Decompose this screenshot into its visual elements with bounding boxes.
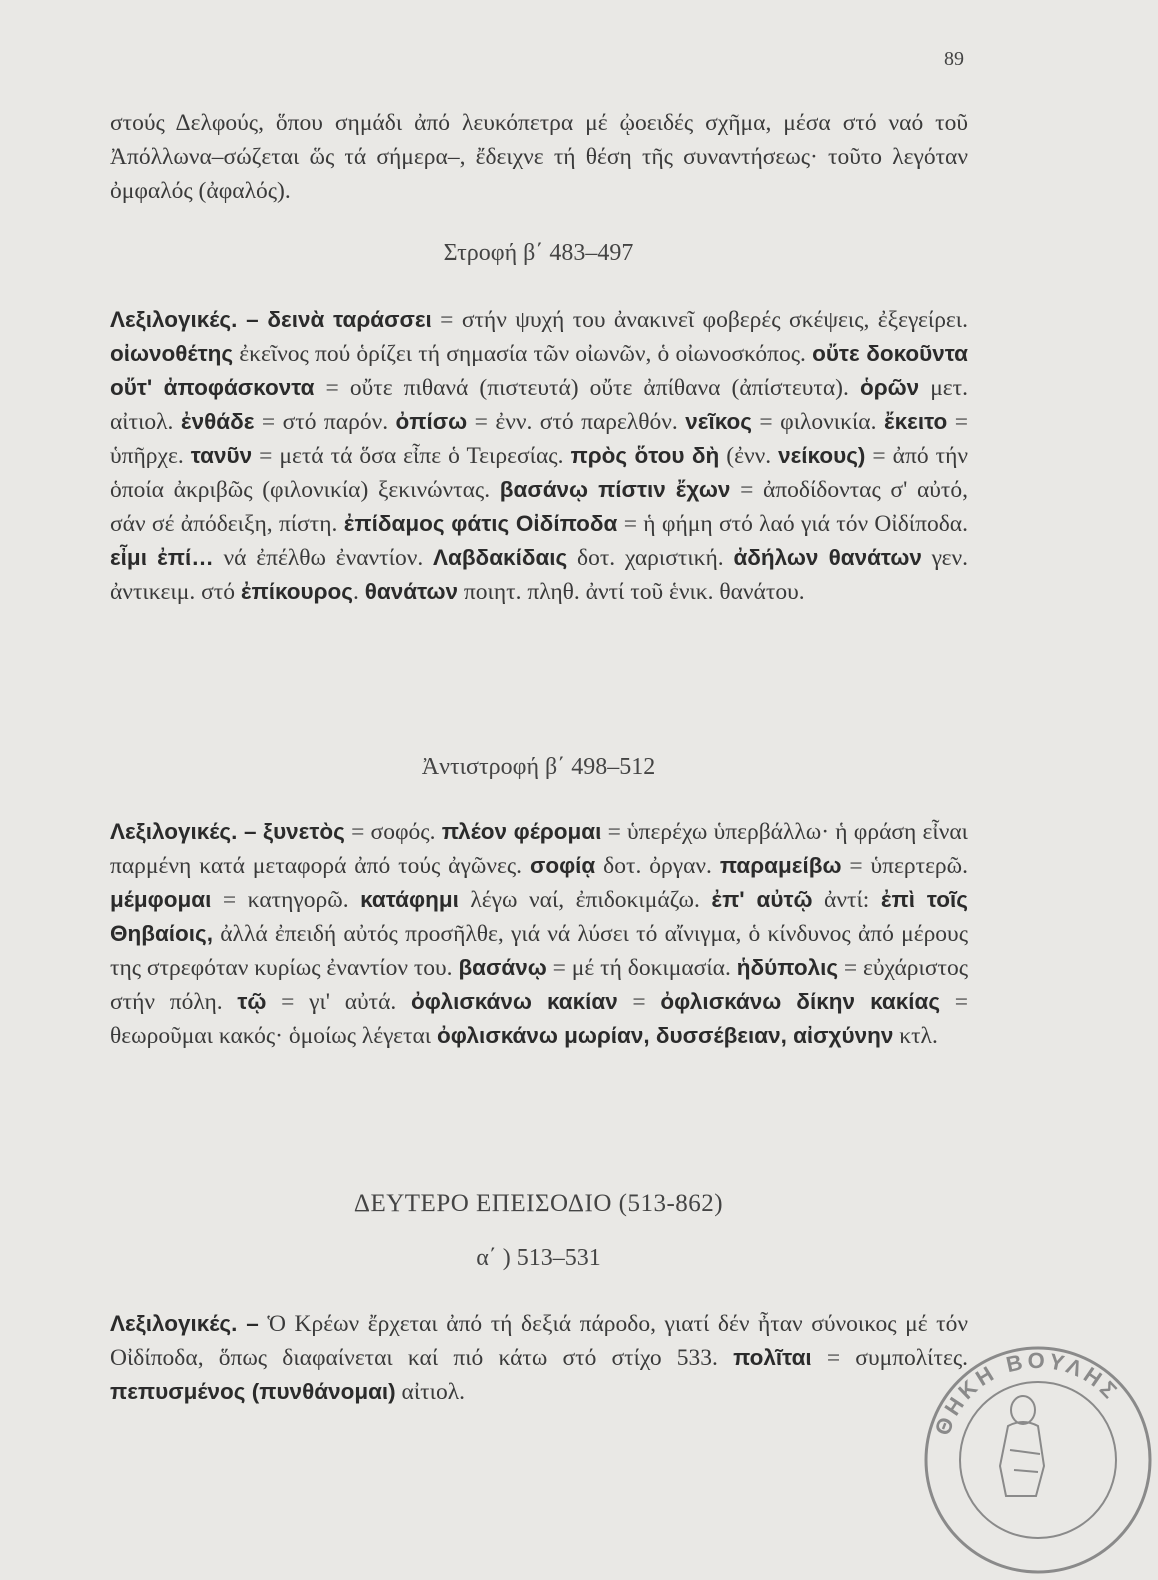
term-bold: ὀφλισκάνω δίκην κακίας	[660, 989, 941, 1014]
term-bold: ἐπὶ τοῖς Θηβαίοις,	[110, 887, 969, 946]
term-bold: πρὸς ὅτου δὴ	[570, 443, 720, 468]
term-bold: Λεξιλογικές. –	[110, 1311, 259, 1336]
term-bold: ὁρῶν	[859, 375, 920, 400]
term-bold: ὀφλισκάνω μωρίαν, δυσσέβειαν, αἰσχύνην	[436, 1023, 894, 1048]
heading-strophe-b: Στροφή β΄ 483–497	[443, 240, 634, 266]
term-bold: τανῦν	[190, 443, 253, 468]
text-run: = μέ τή δοκιμασία.	[546, 955, 737, 981]
text-run: =	[617, 989, 661, 1015]
term-bold: ἔκειτο	[883, 409, 948, 434]
text-run: = συμπολίτες.	[811, 1345, 968, 1371]
stamp-figure-icon	[1000, 1396, 1044, 1496]
text-run: = μετά τά ὅσα εἶπε ὁ Τειρεσίας.	[252, 443, 571, 469]
term-bold: παραμείβω	[719, 853, 842, 878]
term-bold: ὀπίσω	[395, 409, 468, 434]
text-run: = ἡ φήμη στό λαό γιά τόν Οἰδίποδα.	[617, 511, 968, 537]
text-run: (ἐνν.	[719, 443, 779, 469]
text-run: = σοφός.	[344, 819, 442, 845]
text-run: = φιλονικία.	[751, 409, 884, 435]
term-bold: ἐνθάδε	[180, 409, 255, 434]
term-bold: τῷ	[237, 989, 267, 1014]
paragraph-intro	[110, 106, 968, 208]
term-bold: ἀδήλων θανάτων	[733, 545, 922, 570]
term-bold: ἡδύπολις	[736, 955, 839, 980]
term-bold: ὀφλισκάνω κακίαν	[411, 989, 618, 1014]
library-stamp	[918, 1340, 1158, 1580]
text-run: = ὑπερτερῶ.	[841, 853, 969, 879]
page-number: 89	[944, 48, 964, 70]
text-run: = ὑπῆρχε.	[110, 409, 968, 469]
heading-antistrophe-b: Ἀντιστροφή β΄ 498–512	[421, 754, 656, 780]
heading-section-a: α΄ ) 513–531	[476, 1245, 601, 1271]
text-run: ἀλλά ἐπειδή αὐτός προσῆλθε, γιά νά λύσει τό αἴνιγμα, ὁ κίνδυνος ἀπό μέρους της στρεφόταν κυρίως ἐναντίον του.	[110, 921, 968, 981]
svg-text:ΘΗΚΗ ΒΟΥΛΗΣ	[930, 1348, 1125, 1439]
text-run: δοτ. χαριστική.	[567, 545, 734, 571]
paragraph-strophe-vocabulary	[110, 303, 968, 609]
term-bold: οὔτε δοκοῦντα οὔτ' ἀποφάσκοντα	[110, 341, 968, 400]
text-run: = ὑπερέχω ὑπερβάλλω· ἡ φράση εἶναι παρμένη κατά μεταφορά ἀπό τούς ἀγῶνες.	[110, 819, 969, 879]
text-run: = ἀπό τήν ὁποία ἀκριβῶς (φιλονικία) ξεκινώντας.	[110, 443, 968, 503]
stamp-text: ΘΗΚΗ ΒΟΥΛΗΣ	[929, 1347, 1125, 1439]
text-run: ποιητ. πληθ. ἀντί τοῦ ἑνικ. θανάτου.	[458, 579, 805, 605]
text-run: = στήν ψυχή του ἀνακινεῖ φοβερές σκέψεις, ἐξεγείρει.	[431, 307, 968, 333]
text-run: στούς Δελφούς, ὅπου σημάδι ἀπό λευκόπετρα μέ ᾠοειδές σχῆμα, μέσα στό ναό τοῦ Ἀπόλλωνα–σώζεται ὥς τά σήμερα–, ἔδειχνε τή θέση τῆς συναντήσεως· τοῦτο λεγόταν ὀμφαλός (ἀφαλός).	[110, 110, 968, 204]
paragraph-antistrophe-vocabulary	[110, 815, 968, 1053]
term-bold: μέμφομαι	[110, 887, 212, 912]
term-bold: πλέον φέρομαι	[441, 819, 602, 844]
text-run: μετ. αἰτιολ.	[110, 375, 968, 435]
text-run: δοτ. ὀργαν.	[595, 853, 720, 879]
term-bold: πεπυσμένος (πυνθάνομαι)	[110, 1379, 396, 1404]
term-bold: νεῖκος	[685, 409, 752, 434]
term-bold: Λαβδακίδαις	[432, 545, 568, 570]
term-bold: πολῖται	[733, 1345, 812, 1370]
term-bold: οἰωνοθέτης	[110, 341, 234, 366]
text-run: γεν. ἀντικειμ. στό	[110, 545, 968, 605]
text-run: = ἀποδίδοντας σ' αὐτό, σάν σέ ἀπόδειξη, πίστη.	[110, 477, 968, 537]
term-bold: ἐπίδαμος φάτις Οἰδίποδα	[343, 511, 618, 536]
heading-second-episode: ΔΕΥΤΕΡΟ ΕΠΕΙΣΟΔΙΟ (513-862)	[353, 1190, 724, 1217]
text-run: Ὁ Κρέων ἔρχεται ἀπό τή δεξιά πάροδο, γιατί δέν ἦταν σύνοικος μέ τόν Οἰδίποδα, ὅπως διαφαίνεται καί πιό κάτω στό στίχο 533.	[110, 1311, 968, 1371]
text-run: = εὐχάριστος στήν πόλη.	[110, 955, 969, 1015]
term-bold: βασάνῳ	[458, 955, 547, 980]
text-run: .	[353, 579, 365, 605]
term-bold: βασάνῳ πίστιν ἔχων	[499, 477, 731, 502]
text-run: ἀντί:	[812, 887, 881, 913]
text-run: = κατηγορῶ.	[211, 887, 361, 913]
term-bold: ἐπ' αὐτῷ	[711, 887, 813, 912]
text-run: = γι' αὐτά.	[266, 989, 411, 1015]
text-run: = στό παρόν.	[254, 409, 396, 435]
text-run: = ἐνν. στό παρελθόν.	[467, 409, 686, 435]
text-run: ἐκεῖνος πού ὁρίζει τή σημασία τῶν οἰωνῶν, ὁ οἰωνοσκόπος.	[233, 341, 813, 367]
term-bold: θανάτων	[364, 579, 459, 604]
term-bold: Λεξιλογικές. – δεινὰ ταράσσει	[110, 307, 432, 332]
term-bold: εἶμι ἐπί…	[110, 545, 214, 570]
paragraph-section-a-vocabulary	[110, 1307, 968, 1409]
term-bold: κατάφημι	[360, 887, 459, 912]
text-run: = οὔτε πιθανά (πιστευτά) οὔτε ἀπίθανα (ἀπίστευτα).	[314, 375, 860, 401]
term-bold: ἐπίκουρος	[240, 579, 353, 604]
term-bold: Λεξιλογικές. – ξυνετὸς	[110, 819, 345, 844]
term-bold: σοφίᾳ	[529, 853, 596, 878]
text-run: κτλ.	[893, 1023, 938, 1049]
text-run: = θεωροῦμαι κακός· ὁμοίως λέγεται	[110, 989, 968, 1049]
term-bold: νείκους)	[778, 443, 866, 468]
text-run: αἰτιολ.	[395, 1379, 465, 1405]
text-run: νά ἐπέλθω ἐναντίον.	[213, 545, 433, 571]
text-run: λέγω ναί, ἐπιδοκιμάζω.	[458, 887, 712, 913]
